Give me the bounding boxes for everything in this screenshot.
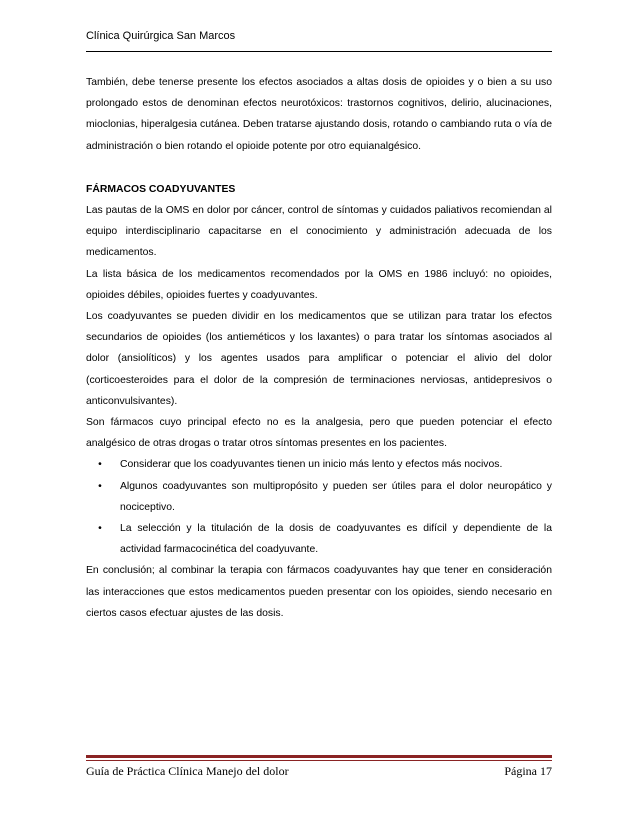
document-body xyxy=(86,72,552,624)
paragraph-neurotoxic-effects: También, debe tenerse presente los efectos asociados a altas dosis de opioides y o bien a su uso prolongado estos de denominan efectos neurotóxicos: trastornos cognitivos, delirio, alucinaciones, mioclonias, hiperalgesia cutánea. Deben tratarse ajustando dosis, rotando o cambiando ruta o vía de administración o bien rotando el opioide potente por otro equianalgésico. xyxy=(86,77,552,152)
bullet-icon: • xyxy=(98,480,102,492)
paragraph-spacer xyxy=(86,157,552,179)
bullet-icon: • xyxy=(98,459,102,471)
footer-title: Guía de Práctica Clínica Manejo del dolor xyxy=(86,764,289,778)
list-item xyxy=(94,476,552,518)
list-item-text: Algunos coadyuvantes son multipropósito y pueden ser útiles para el dolor neuropático y nociceptivo. xyxy=(120,480,552,513)
bullet-icon: • xyxy=(98,523,102,535)
header-divider xyxy=(86,51,552,52)
footer-divider-thin xyxy=(86,760,552,761)
list-item xyxy=(94,454,552,475)
list-item-text: La selección y la titulación de la dosis de coadyuvantes es difícil y dependiente de la actividad farmacocinética del coadyuvante. xyxy=(120,523,552,556)
list-item xyxy=(94,518,552,560)
paragraph-coadjuvant-effect: Son fármacos cuyo principal efecto no es la analgesia, pero que pueden potenciar el efecto analgésico de otras drogas o tratar otros síntomas presentes en los pacientes. xyxy=(86,417,552,450)
paragraph-conclusion: En conclusión; al combinar la terapia con fármacos coadyuvantes hay que tener en consideración las interacciones que estos medicamentos pueden presentar con los opioides, siendo necesario en ciertos casos efectuar ajustes de las dosis. xyxy=(86,565,552,619)
paragraph-coadjuvant-division: Los coadyuvantes se pueden dividir en los medicamentos que se utilizan para tratar los efectos secundarios de opioides (los antieméticos y los laxantes) o para tratar los síntomas asociados al dolor (ansiolíticos) y los agentes usados para amplificar o potenciar el alivio del dolor (corticoesteroides para el dolor de la compresión de terminaciones nerviosas, antidepresivos o anticonvulsivantes). xyxy=(86,311,552,407)
section-heading: FÁRMACOS COADYUVANTES xyxy=(86,183,236,195)
page-number: Página 17 xyxy=(504,764,552,778)
list-item-text: Considerar que los coadyuvantes tienen un inicio más lento y efectos más nocivos. xyxy=(120,459,503,471)
paragraph-oms-guidelines: Las pautas de la OMS en dolor por cáncer, control de síntomas y cuidados paliativos recomiendan al equipo interdisciplinario capacitarse en el conocimiento y administración adecuada de los medicamentos. xyxy=(86,205,552,259)
footer-divider-thick xyxy=(86,755,552,758)
bullet-list xyxy=(86,454,552,560)
paragraph-oms-list: La lista básica de los medicamentos recomendados por la OMS en 1986 incluyó: no opioides, opioides débiles, opioides fuertes y coadyuvantes. xyxy=(86,268,552,301)
page-header: Clínica Quirúrgica San Marcos xyxy=(86,30,236,42)
